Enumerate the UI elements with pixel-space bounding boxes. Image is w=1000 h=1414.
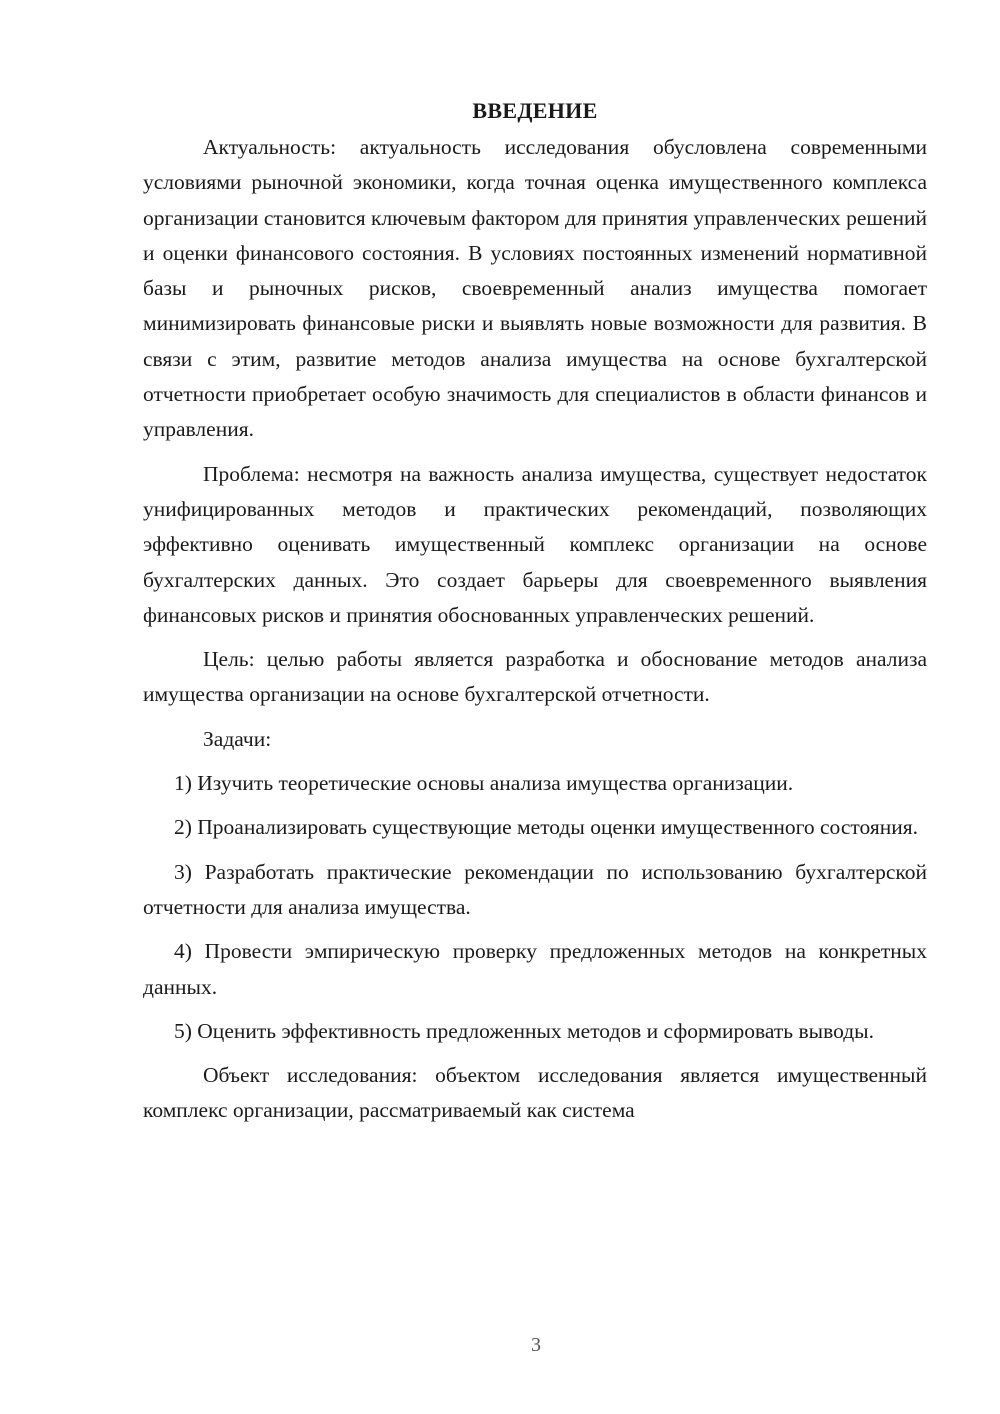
section-heading: ВВЕДЕНИЕ [472, 98, 598, 123]
task-item-4: 4) Провести эмпирическую проверку предложенных методов на конкретных данных. [143, 939, 927, 999]
paragraph-goal: Цель: целью работы является разработка и обоснование методов анализа имущества организации на основе бухгалтерской отчетности. [143, 647, 927, 707]
paragraph-tasks-label: Задачи: [203, 726, 272, 751]
page-content [143, 93, 927, 1138]
task-item-1: 1) Изучить теоретические основы анализа имущества организации. [174, 771, 794, 796]
task-item-2: 2) Проанализировать существующие методы оценки имущественного состояния. [174, 815, 918, 840]
paragraph-object: Объект исследования: объектом исследования является имущественный комплекс организации, рассматриваемый как система [143, 1063, 927, 1123]
task-item-5: 5) Оценить эффективность предложенных методов и сформировать выводы. [174, 1018, 874, 1043]
paragraph-problem: Проблема: несмотря на важность анализа имущества, существует недостаток унифицированных методов и практических рекомендаций, позволяющих эффективно оценивать имущественный комплекс организации на основе бухгалтерских данных. Это создает барьеры для своевременного выявления финансовых рисков и принятия обоснованных управленческих решений. [143, 461, 927, 627]
page-number: 3 [531, 1334, 541, 1356]
task-item-3: 3) Разработать практические рекомендации по использованию бухгалтерской отчетности для анализа имущества. [143, 859, 927, 919]
paragraph-relevance: Актуальность: актуальность исследования обусловлена современными условиями рыночной экономики, когда точная оценка имущественного комплекса организации становится ключевым фактором для принятия управленческих решений и оценки финансового состояния. В условиях постоянных изменений нормативной базы и рыночных рисков, своевременный анализ имущества помогает минимизировать финансовые риски и выявлять новые возможности для развития. В связи с этим, развитие методов анализа имущества на основе бухгалтерской отчетности приобретает особую значимость для специалистов в области финансов и управления. [143, 135, 927, 442]
